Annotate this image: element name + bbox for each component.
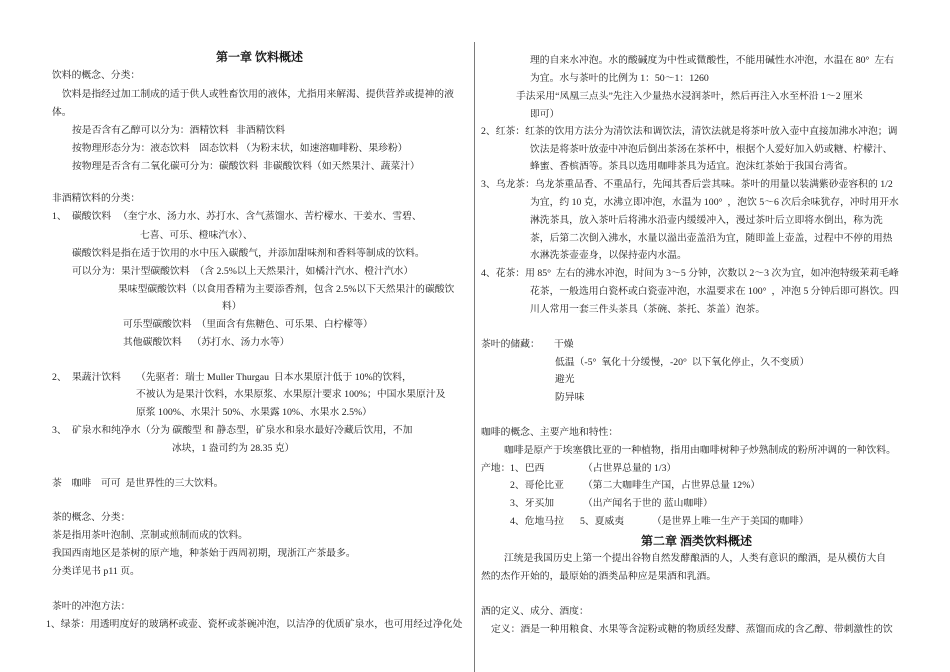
chapter-1-title: 第一章 饮料概述 [216, 50, 304, 64]
coffee-origin-name: 3、牙买加 [510, 498, 555, 509]
oolong-tea-line: 茶，后第二次倒入沸水，水量以溢出壶盖沿为宜，随即盖上壶盖，过程中不停的用热 [530, 233, 893, 244]
coffee-origin-name: 4、危地马拉 [510, 516, 564, 527]
beverage-definition-line: 饮料是指经过加工制成的适于供人或牲畜饮用的液体，尤指用来解渴、提供营养或提神的液 [62, 89, 454, 100]
three-beverages-line: 茶 咖啡 可可 是世界性的三大饮料。 [52, 478, 224, 489]
tea-concept-line: 分类详见书 p11 页。 [52, 566, 140, 577]
carbonated-examples-line: 七喜、可乐、橙味汽水）、 [140, 230, 253, 241]
classification-line: 按物理是否含有二氧化碳可分为：碳酸饮料 非碳酸饮料（如天然果汁、蔬菜汁） [72, 161, 420, 172]
green-tea-line: 1、绿茶：用透明度好的玻璃杯或壶、瓷杯或茶碗冲泡，以洁净的优质矿泉水，也可用经过净化处 [46, 619, 463, 630]
carbonated-examples-line: （奎宁水、汤力水、苏打水、含气蒸馏水、苦柠檬水、干姜水、雪碧、 [118, 211, 422, 222]
carbonated-subtype-line: 果味型碳酸饮料（以食用香精为主要添香剂，包含 2.5%以下天然果汁的碳酸饮 [118, 284, 455, 295]
beverage-concept-heading: 饮料的概念、分类： [52, 70, 141, 81]
tea-storage-item: 低温（-5° 氧化十分缓慢，-20° 以下氧化停止，久不变质） [555, 357, 810, 368]
classification-line: 按是否含有乙醇可以分为：酒精饮料 非酒精饮料 [72, 125, 286, 136]
tea-concept-line: 我国西南地区是茶树的原产地，种茶始于西周初期，现浙江产茶最多。 [52, 548, 356, 559]
list-number: 2、 [52, 372, 67, 383]
carbonated-subtype-line: 料） [222, 301, 242, 312]
oolong-tea-line: 3、乌龙茶：乌龙茶重品香、不重品行，先闻其香后尝其味。茶叶的用量以装满紫砂壶容积的 1/2 [481, 179, 893, 190]
flower-tea-line: 4、花茶：用 85° 左右的沸水冲泡，时间为 3～5 分钟，次数以 2～3 次为宜，如冲泡特级茉莉毛峰 [481, 268, 899, 279]
carbonated-subtype-line: 可乐型碳酸饮料 （里面含有焦糖色、可乐果、白柠檬等） [123, 319, 373, 330]
flower-tea-line: 花茶，一般选用白瓷杯或白瓷壶冲泡，水温要求在 100° ，冲泡 5 分钟后即可斟饮。四 [530, 286, 899, 297]
black-tea-line: 蜂蜜、香槟酒等。茶具以选用咖啡茶具为适宜。泡沫红茶始于我国台湾省。 [530, 161, 854, 172]
coffee-origin-note: （第二大咖啡生产国，占世界总量 12%） [583, 480, 761, 491]
tea-concept-line: 茶是指用茶叶泡制、烹制或煎制而成的饮料。 [52, 530, 248, 541]
carbonated-name: 碳酸饮料 [72, 211, 112, 222]
oolong-tea-line: 水淋洗茶壶壶身，以保持壶内水温。 [530, 250, 687, 261]
tea-storage-item: 避光 [555, 374, 575, 385]
left-column [0, 0, 472, 672]
black-tea-line: 饮法是将茶叶放壶中冲泡后倒出茶汤在茶杯中，根据个人爱好加入奶或糖、柠檬汁、 [530, 144, 893, 155]
coffee-heading: 咖啡的概念、主要产地和特性： [481, 427, 619, 438]
green-tea-line: 为宜。水与茶叶的比例为 1：50～1：1260 [530, 73, 709, 84]
coffee-origin-note: （是世界上唯一生产于美国的咖啡） [652, 516, 809, 527]
tea-storage-heading: 茶叶的储藏： [481, 339, 540, 350]
column-divider [474, 42, 475, 672]
juice-note-line: 原浆 100%、水果汁 50%、水果露 10%、水果水 2.5%） [136, 407, 372, 418]
carbonated-description: 碳酸饮料是指在适于饮用的水中压入碳酸气，并添加甜味剂和香料等制成的饮料。 [72, 248, 425, 259]
wine-definition-line: 定义：酒是一种用粮食、水果等含淀粉或糖的物质经发酵、蒸馏而成的含乙醇、带刺激性的饮 [491, 624, 893, 635]
tea-storage-item: 干燥 [554, 339, 574, 350]
chapter-2-title: 第二章 酒类饮料概述 [641, 534, 753, 548]
chapter-2-intro-line: 然的杰作开始的，最原始的酒类品种应是果酒和乳酒。 [481, 571, 717, 582]
tea-concept-heading: 茶的概念、分类： [52, 512, 131, 523]
coffee-origin-note: （占世界总量的 1/3） [583, 463, 677, 474]
coffee-definition: 咖啡是原产于埃塞俄比亚的一种植物，指用由咖啡树种子炒熟制成的粉所冲调的一种饮料。 [504, 445, 896, 456]
oolong-tea-line: 为宜，约 10 克，水沸立即冲泡，水温为 100° ，泡饮 5～6 次后余味犹存，冲时用开水 [530, 197, 899, 208]
water-line: 矿泉水和纯净水（分为 碳酸型 和 静态型，矿泉水和泉水最好冷藏后饮用，不加 [72, 425, 413, 436]
coffee-origin-note: （出产闻名于世的 蓝山咖啡） [583, 498, 713, 509]
coffee-origin-name: 2、哥伦比亚 [510, 480, 564, 491]
tea-storage-item: 防异味 [555, 392, 585, 403]
wine-definition-heading: 酒的定义、成分、酒度： [481, 606, 589, 617]
water-line: 冰块，1 盎司约为 28.35 克） [172, 443, 295, 454]
non-alcoholic-heading: 非酒精饮料的分类： [52, 193, 141, 204]
carbonated-subtype-line: 可以分为：果汁型碳酸饮料 （含 2.5%以上天然果汁，如橘汁汽水、橙汁汽水） [72, 266, 414, 277]
green-tea-line: 即可） [530, 109, 560, 120]
coffee-origin-name: 5、夏威夷 [580, 516, 625, 527]
juice-note-line: （先驱者：瑞士 Muller Thurgau 日本水果原汁低于 10%的饮料， [136, 372, 412, 383]
tea-brewing-heading: 茶叶的冲泡方法： [52, 601, 131, 612]
list-number: 1、 [52, 211, 67, 222]
green-tea-line: 理的自来水冲泡。水的酸碱度为中性或微酸性，不能用碱性水冲泡，水温在 80° 左右 [530, 55, 894, 66]
oolong-tea-line: 淋洗茶具，放入茶叶后将沸水沿壶内缓缓冲入，漫过茶叶后立即将水倒出，称为洗 [530, 215, 883, 226]
black-tea-line: 2、红茶：红茶的饮用方法分为清饮法和调饮法，清饮法就是将茶叶放入壶中直接加沸水冲泡；调 [481, 126, 898, 137]
green-tea-line: 手法采用“凤凰三点头”先注入少量热水浸润茶叶，然后再注入水至杯沿 1～2 厘米 [516, 91, 863, 102]
juice-name: 果蔬汁饮料 [72, 372, 121, 383]
classification-line: 按物理形态分为：液态饮料 固态饮料 （为粉末状，如速溶咖啡粉、果珍粉） [72, 143, 408, 154]
carbonated-subtype-line: 其他碳酸饮料 （苏打水、汤力水等） [123, 337, 290, 348]
flower-tea-line: 川人常用一套三件头茶具（茶碗、茶托、茶盖）泡茶。 [530, 304, 766, 315]
beverage-definition-line: 体。 [52, 107, 72, 118]
coffee-origin-name: 1、巴西 [510, 463, 545, 474]
juice-note-line: 不被认为是果汁饮料，水果原浆、水果原汁要求 100%；中国水果原汁及 [136, 389, 446, 400]
coffee-origins-label: 产地： [481, 463, 511, 474]
chapter-2-intro-line: 江统是我国历史上第一个提出谷物自然发酵酿酒的人，人类有意识的酿酒，是从模仿大自 [504, 553, 887, 564]
right-column [476, 0, 950, 672]
list-number: 3、 [52, 425, 67, 436]
